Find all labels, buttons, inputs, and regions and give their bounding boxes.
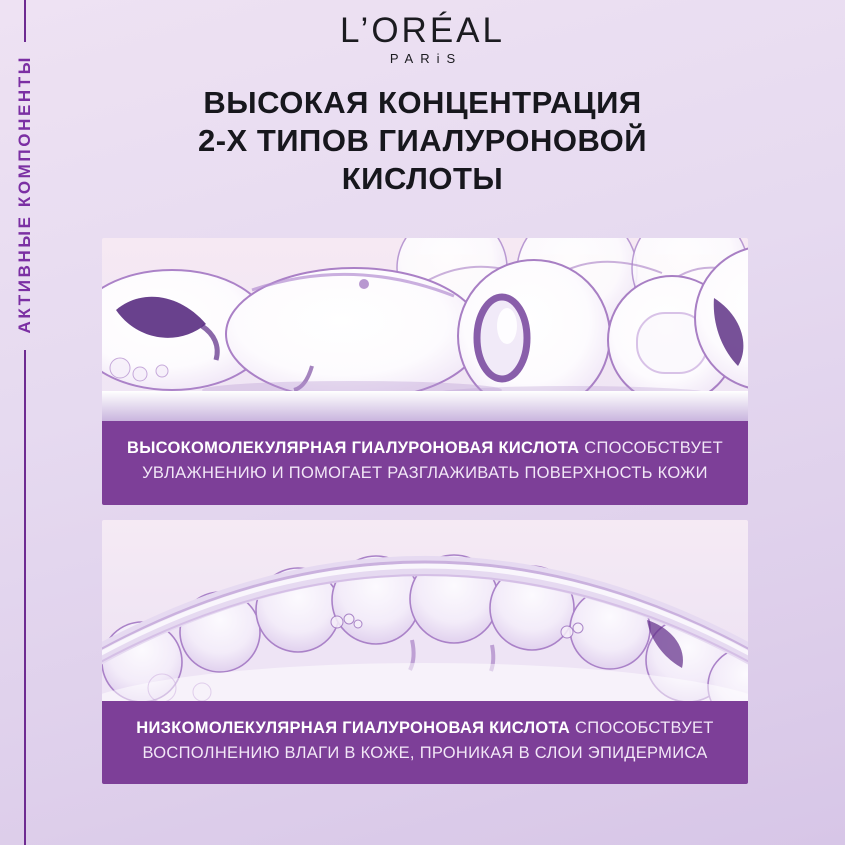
loreal-wordmark: L’ORÉAL: [340, 11, 505, 50]
page-title-line-1: ВЫСОКАЯ КОНЦЕНТРАЦИЯ: [203, 85, 642, 120]
gel-arc-photo: [102, 520, 748, 701]
low-molecular-caption-rest: СПОСОБСТВУЕТ ВОСПОЛНЕНИЮ ВЛАГИ В КОЖЕ, ПРОНИКАЯ В СЛОИ ЭПИДЕРМИСА: [142, 719, 714, 762]
paris-wordmark: PARiS: [389, 51, 463, 66]
large-bubbles-photo: [102, 238, 748, 421]
low-molecular-caption: [102, 701, 748, 784]
page-title-line-2: 2-Х ТИПОВ ГИАЛУРОНОВОЙ: [197, 123, 647, 158]
low-molecular-card: [102, 520, 748, 784]
high-molecular-card: [102, 238, 748, 505]
high-molecular-caption-bold: ВЫСОКОМОЛЕКУЛЯРНАЯ ГИАЛУРОНОВАЯ КИСЛОТА: [126, 439, 580, 457]
low-molecular-caption-bold: НИЗКОМОЛЕКУЛЯРНАЯ ГИАЛУРОНОВАЯ КИСЛОТА: [136, 719, 571, 737]
page-title-line-3: КИСЛОТЫ: [341, 161, 504, 196]
page-title: [0, 84, 845, 198]
rail-line-bottom: [24, 350, 26, 845]
high-molecular-image: [102, 238, 748, 421]
low-molecular-image: [102, 520, 748, 701]
active-components-label: АКТИВНЫЕ КОМПОНЕНТЫ: [15, 55, 34, 334]
high-molecular-caption: [102, 421, 748, 505]
loreal-logo: [0, 13, 845, 66]
high-molecular-caption-rest: СПОСОБСТВУЕТ УВЛАЖНЕНИЮ И ПОМОГАЕТ РАЗГЛАЖИВАТЬ ПОВЕРХНОСТЬ КОЖИ: [142, 439, 723, 482]
